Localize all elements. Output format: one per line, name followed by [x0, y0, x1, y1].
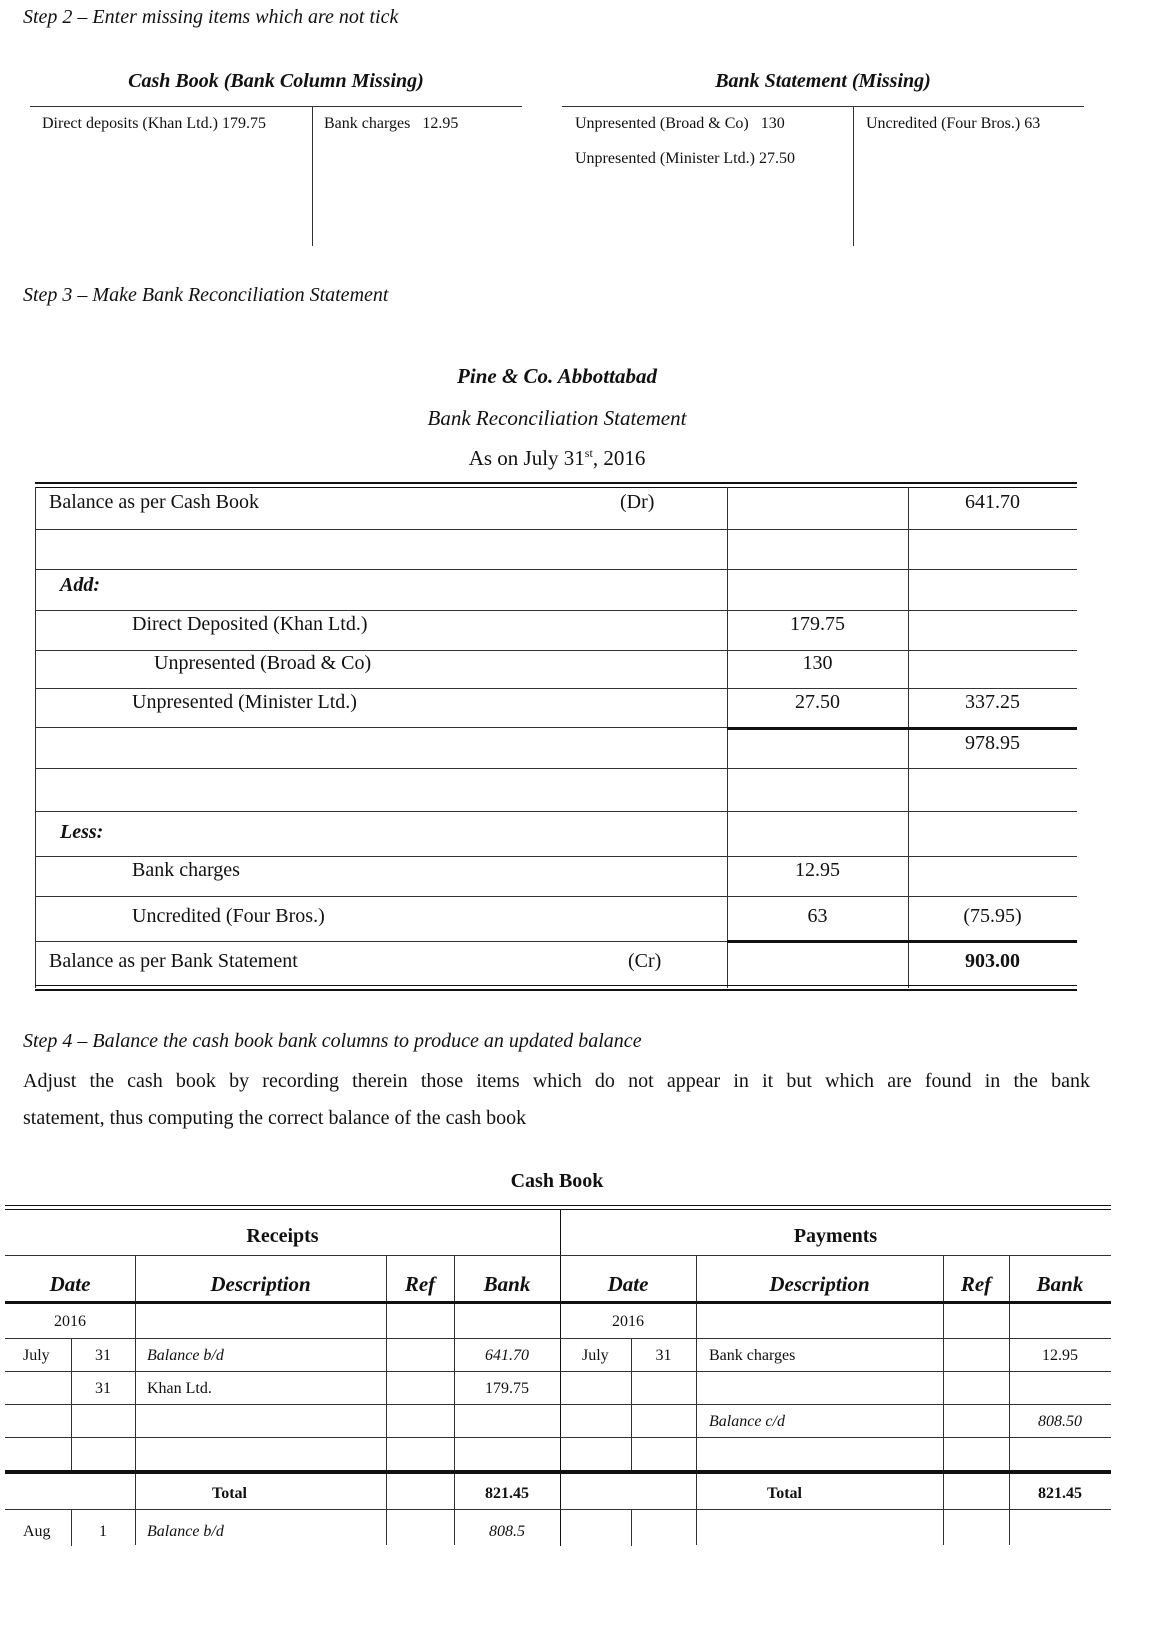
cb-row-rule — [5, 1437, 1111, 1438]
rs-row-rule — [35, 856, 1077, 857]
rs-closing-total: 903.00 — [965, 950, 1020, 972]
rs-row-rule — [35, 529, 1077, 530]
cb-receipts-header: Receipts — [246, 1225, 319, 1247]
step3-heading: Step 3 – Make Bank Reconciliation Statement — [23, 284, 389, 306]
cb-receipts-col-date: Date — [49, 1272, 91, 1296]
rs-closing-label: Balance as per Bank Statement — [49, 950, 298, 972]
rs-opening-label: Balance as per Cash Book — [49, 491, 259, 513]
rs-less-item-2-amount: 63 — [807, 905, 828, 927]
statement-date-sup: st — [584, 446, 593, 460]
rs-bottom-rule-1 — [35, 985, 1077, 986]
rs-row-rule — [35, 650, 1077, 651]
rs-subtotal: 978.95 — [965, 732, 1020, 754]
rs-top-rule-1 — [35, 482, 1077, 484]
cb-receipts-col-description: Description — [210, 1272, 311, 1296]
t-account-cashbook-title: Cash Book (Bank Column Missing) — [128, 70, 424, 92]
rs-less-item-1: Bank charges — [132, 859, 240, 881]
cb-receipts-year: 2016 — [54, 1313, 86, 1330]
statement-date-prefix: As on July 31 — [468, 446, 585, 470]
t-account-cashbook-divider — [312, 106, 313, 246]
rs-subtotal-rule — [727, 727, 1077, 730]
cb-row-rule — [5, 1404, 1111, 1405]
step2-heading: Step 2 – Enter missing items which are not tick — [23, 6, 399, 28]
cb-total-rule — [5, 1470, 1111, 1474]
cb-r1-bank: 641.70 — [485, 1347, 529, 1364]
cb-receipts-col-bank: Bank — [483, 1272, 531, 1296]
t-account-bank-rule — [562, 106, 1084, 107]
cb-payments-col-bank: Bank — [1036, 1272, 1084, 1296]
rs-add-item-1-amount: 179.75 — [790, 613, 845, 635]
statement-date — [0, 446, 1114, 471]
statement-date-suffix: , 2016 — [592, 446, 646, 470]
t-account-cashbook-debit: Direct deposits (Khan Ltd.) 179.75 — [42, 115, 266, 132]
cb-payments-col-date: Date — [607, 1272, 649, 1296]
company-name: Pine & Co. Abbottabad — [457, 364, 657, 388]
t-account-bank-title: Bank Statement (Missing) — [715, 70, 931, 92]
rs-add-item-2: Unpresented (Broad & Co) — [154, 652, 372, 674]
rs-opening-side: (Dr) — [620, 491, 655, 513]
cb-col-line — [631, 1510, 632, 1546]
cb-r1-day: 31 — [95, 1347, 111, 1364]
cb-aug-description: Balance b/d — [147, 1523, 224, 1540]
t-account-bank-debit-1: Unpresented (Broad & Co) 130 — [575, 115, 785, 132]
cb-row-rule — [5, 1371, 1111, 1372]
rs-row-rule — [35, 610, 1077, 611]
cb-payments-total: 821.45 — [1038, 1485, 1082, 1502]
cb-header-rule — [5, 1301, 1111, 1304]
cb-r1-description: Balance b/d — [147, 1347, 224, 1364]
rs-row-rule — [35, 811, 1077, 812]
cb-aug-bank: 808.5 — [489, 1523, 525, 1540]
cb-top-rule-2 — [5, 1209, 1111, 1210]
rs-opening-total: 641.70 — [965, 491, 1020, 513]
rs-less-total: (75.95) — [963, 905, 1022, 927]
cb-p1-month: July — [582, 1347, 609, 1364]
rs-row-rule — [35, 941, 727, 942]
cb-row-rule — [5, 1255, 1111, 1256]
step4-paragraph-line-2: statement, thus computing the correct balance of the cash book — [23, 1107, 527, 1129]
cb-p1-day: 31 — [655, 1347, 672, 1364]
rs-bottom-rule-2 — [35, 989, 1077, 991]
rs-add-label: Add: — [60, 574, 100, 596]
cb-payments-total-label: Total — [767, 1485, 802, 1502]
rs-row-rule — [35, 688, 1077, 689]
cb-r2-description: Khan Ltd. — [147, 1380, 212, 1397]
rs-row-rule — [35, 569, 1077, 570]
rs-less-item-2: Uncredited (Four Bros.) — [132, 905, 325, 927]
rs-closing-side: (Cr) — [628, 950, 662, 972]
rs-total-rule — [727, 940, 1077, 943]
cb-aug-month: Aug — [23, 1523, 51, 1540]
cb-aug-day: 1 — [99, 1523, 107, 1540]
cb-row-rule — [5, 1338, 1111, 1339]
cb-receipts-total-label: Total — [212, 1485, 247, 1502]
t-account-bank-debit-2: Unpresented (Minister Ltd.) 27.50 — [575, 150, 795, 167]
cb-payments-year: 2016 — [612, 1313, 644, 1330]
cb-p1-bank: 12.95 — [1042, 1347, 1078, 1364]
rs-add-item-3-amount: 27.50 — [795, 691, 840, 713]
cb-receipts-total: 821.45 — [485, 1485, 529, 1502]
cb-row-rule — [5, 1509, 1111, 1510]
cb-r2-bank: 179.75 — [485, 1380, 529, 1397]
rs-left-edge — [35, 487, 36, 988]
rs-add-item-2-amount: 130 — [802, 652, 833, 674]
rs-less-item-1-amount: 12.95 — [795, 859, 840, 881]
cb-r2-day: 31 — [95, 1380, 111, 1397]
rs-row-rule — [35, 896, 1077, 897]
cb-payments-col-description: Description — [769, 1272, 870, 1296]
cb-p3-description: Balance c/d — [709, 1413, 785, 1430]
cb-top-rule-1 — [5, 1205, 1111, 1206]
rs-less-label: Less: — [60, 821, 104, 843]
cb-payments-header: Payments — [793, 1225, 878, 1247]
rs-add-total: 337.25 — [965, 691, 1020, 713]
step4-heading: Step 4 – Balance the cash book bank columns to produce an updated balance — [23, 1030, 642, 1052]
statement-subtitle: Bank Reconciliation Statement — [427, 406, 687, 430]
rs-add-item-1: Direct Deposited (Khan Ltd.) — [132, 613, 368, 635]
cash-book-title: Cash Book — [510, 1170, 604, 1192]
cb-p3-bank: 808.50 — [1038, 1413, 1082, 1430]
rs-row-rule — [35, 768, 1077, 769]
rs-top-rule-2 — [35, 487, 1077, 488]
cb-p1-description: Bank charges — [709, 1347, 796, 1364]
cb-r1-month: July — [23, 1347, 50, 1364]
cb-receipts-col-ref: Ref — [404, 1272, 436, 1296]
rs-row-rule — [35, 727, 727, 728]
t-account-cashbook-rule — [30, 106, 522, 107]
cb-payments-col-ref: Ref — [960, 1272, 992, 1296]
t-account-bank-credit: Uncredited (Four Bros.) 63 — [866, 115, 1041, 132]
rs-add-item-3: Unpresented (Minister Ltd.) — [132, 691, 357, 713]
t-account-bank-divider — [853, 106, 854, 246]
step4-paragraph-line-1: Adjust the cash book by recording therein those items which do not appear in it but which are found in the bank — [23, 1070, 1090, 1092]
t-account-cashbook-credit: Bank charges 12.95 — [324, 115, 459, 132]
